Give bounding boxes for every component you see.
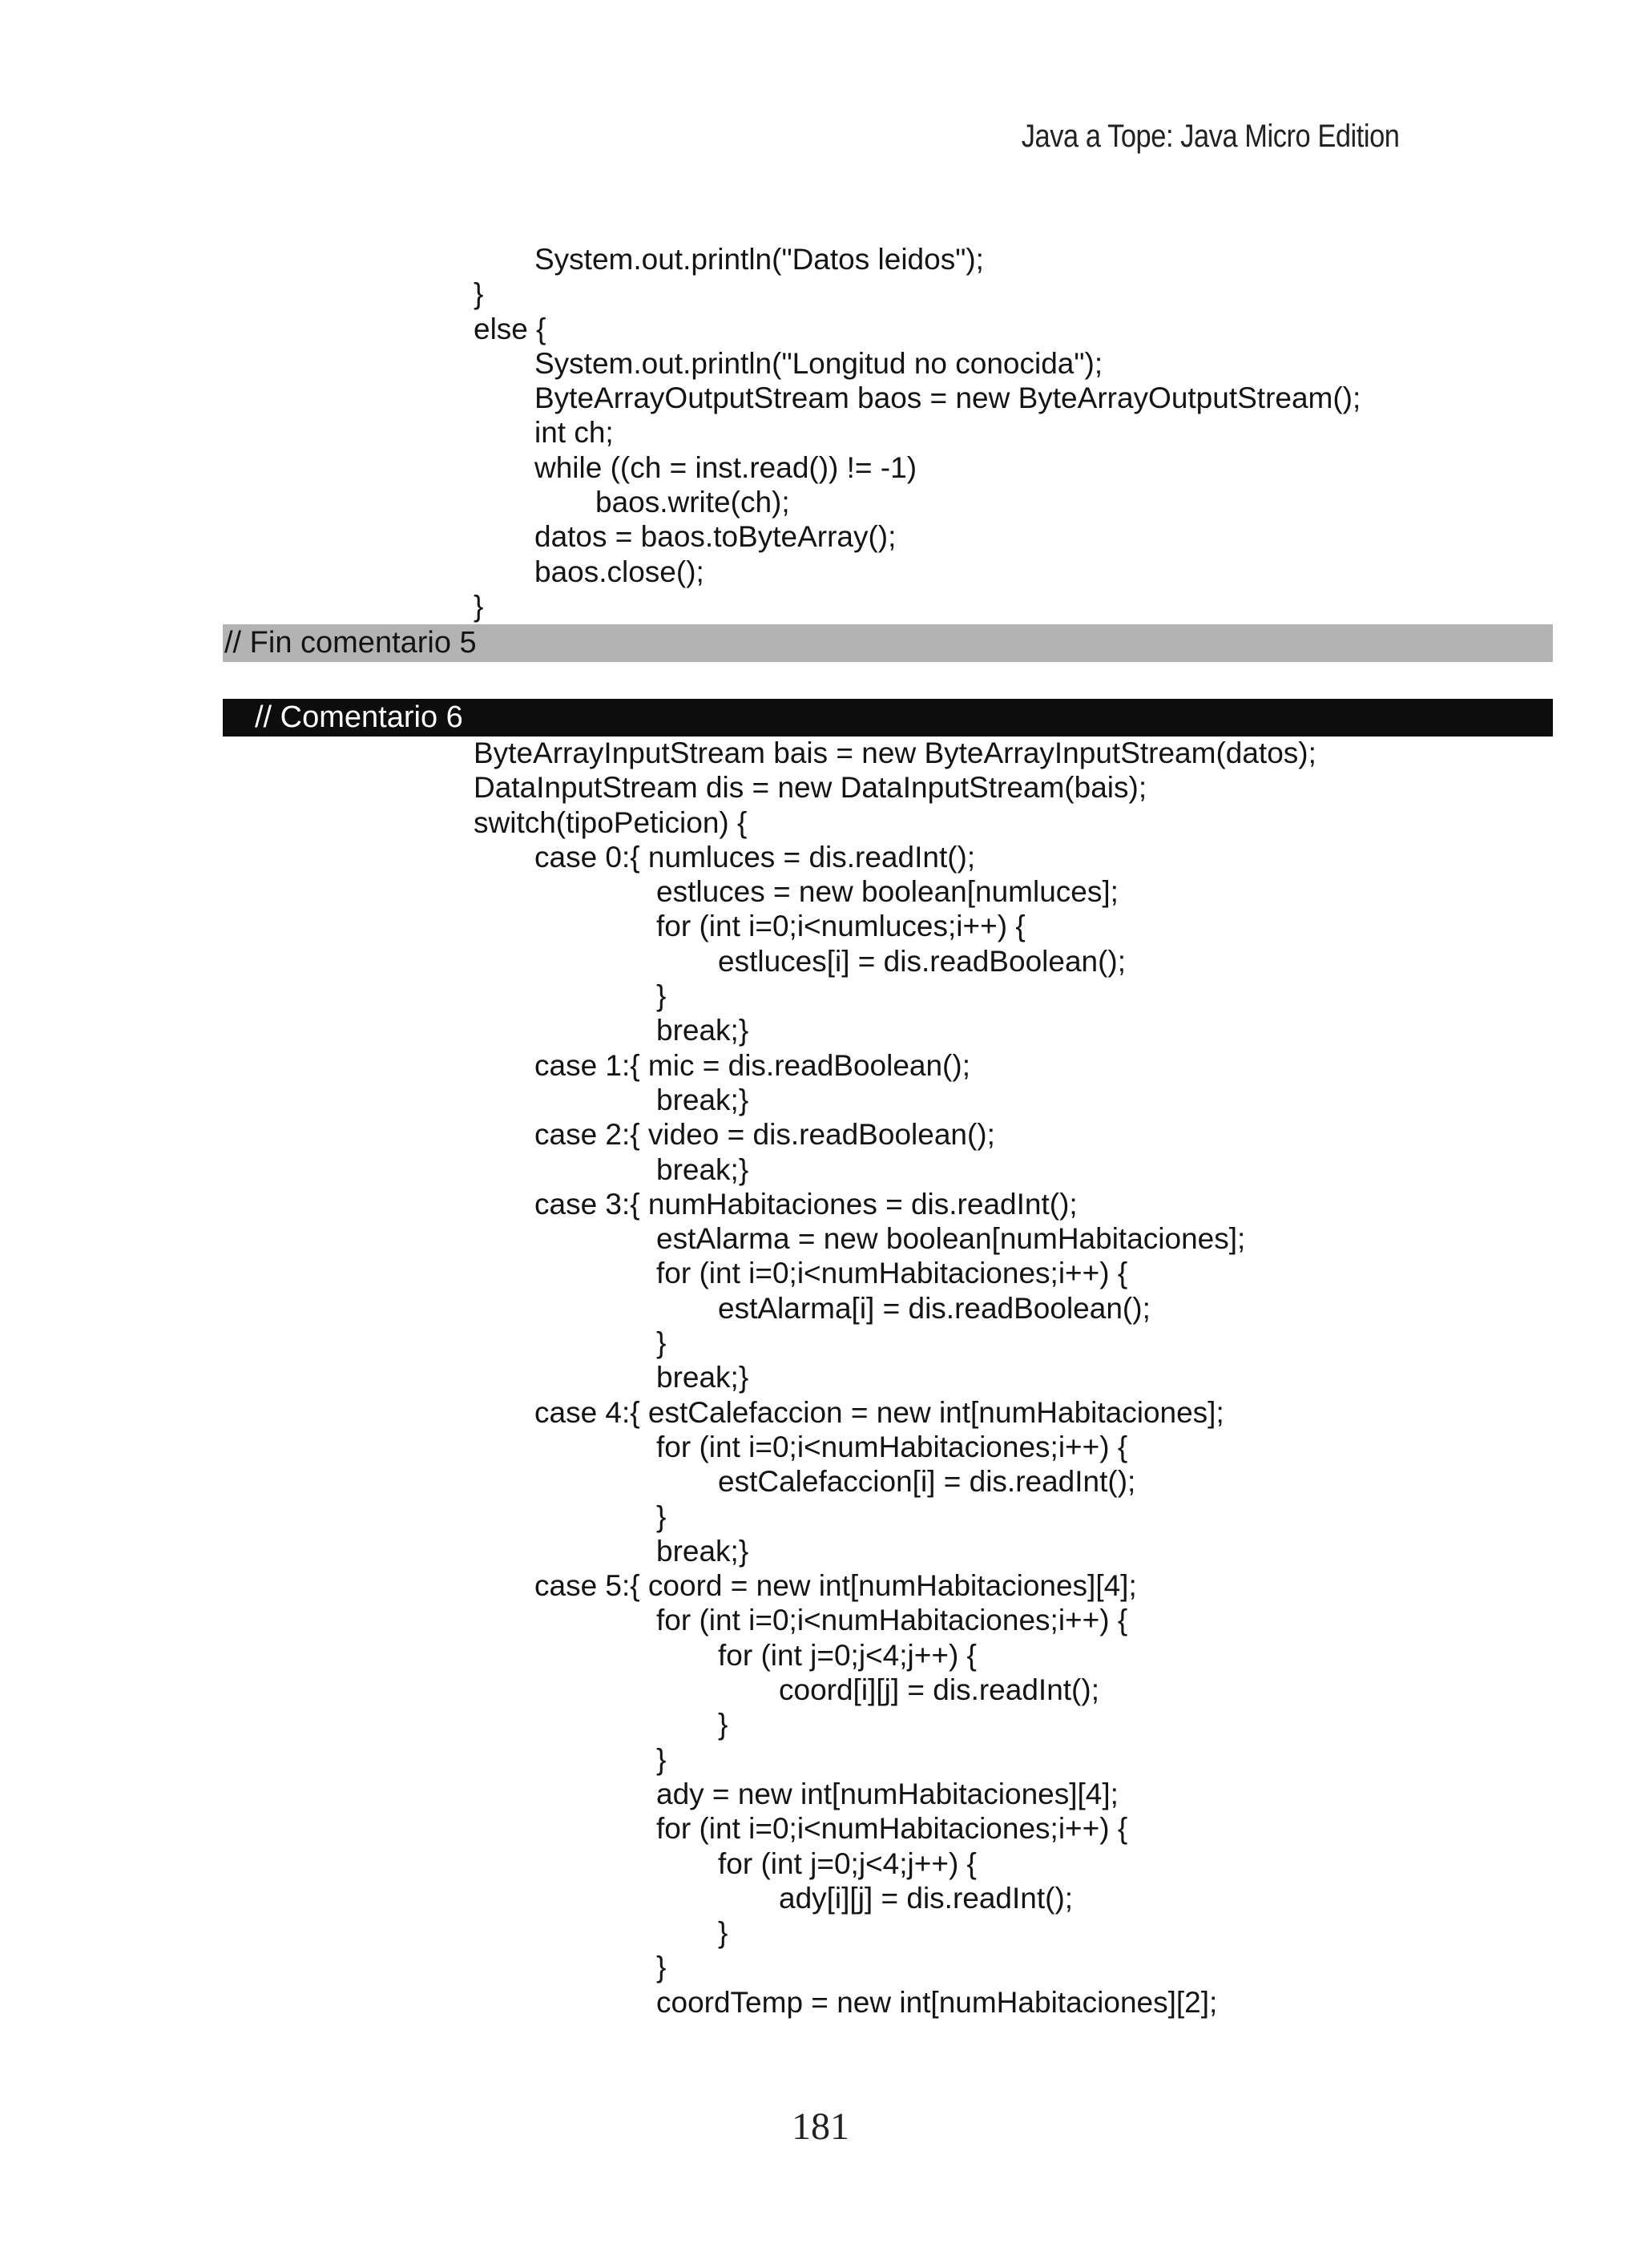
code-line: System.out.println("Longitud no conocida"); <box>534 346 1103 380</box>
code-line: } <box>656 1499 667 1533</box>
code-line: break;} <box>656 1083 749 1116</box>
code-line: for (int i=0;i<numHabitaciones;i++) { <box>656 1430 1128 1463</box>
code-line: for (int i=0;i<numHabitaciones;i++) { <box>656 1604 1128 1637</box>
code-line: case 4:{ estCalefaccion = new int[numHabitaciones]; <box>534 1395 1224 1429</box>
code-line: break;} <box>656 1534 749 1568</box>
code-line: } <box>718 1916 728 1950</box>
code-line: } <box>474 589 484 623</box>
code-line: for (int j=0;j<4;j++) { <box>718 1638 977 1672</box>
page-number: 181 <box>792 2105 849 2148</box>
code-line: } <box>474 277 484 311</box>
code-line: estluces[i] = dis.readBoolean(); <box>718 944 1127 978</box>
code-line: ady[i][j] = dis.readInt(); <box>779 1881 1074 1915</box>
code-line: coordTemp = new int[numHabitaciones][2]; <box>656 1985 1218 2019</box>
code-line: } <box>656 1951 667 1984</box>
code-line: case 1:{ mic = dis.readBoolean(); <box>534 1048 970 1082</box>
code-line: case 2:{ video = dis.readBoolean(); <box>534 1118 995 1152</box>
code-line: ByteArrayInputStream bais = new ByteArrayInputStream(datos); <box>474 736 1316 769</box>
code-line: } <box>718 1708 728 1741</box>
code-line: baos.write(ch); <box>595 486 790 519</box>
code-line: for (int j=0;j<4;j++) { <box>718 1846 977 1880</box>
comment-start-bar <box>223 699 1553 736</box>
code-line: int ch; <box>534 416 614 450</box>
code-line: break;} <box>656 1152 749 1186</box>
code-block-bottom <box>0 736 1641 2020</box>
code-line: switch(tipoPeticion) { <box>474 805 748 839</box>
code-line: estCalefaccion[i] = dis.readInt(); <box>718 1465 1136 1499</box>
code-line: } <box>656 1742 667 1776</box>
code-line: datos = baos.toByteArray(); <box>534 520 897 554</box>
code-line: estAlarma[i] = dis.readBoolean(); <box>718 1291 1151 1325</box>
code-line: DataInputStream dis = new DataInputStream(bais); <box>474 771 1147 805</box>
code-line: estluces = new boolean[numluces]; <box>656 875 1119 909</box>
code-line: coord[i][j] = dis.readInt(); <box>779 1673 1099 1707</box>
code-line: case 5:{ coord = new int[numHabitaciones][4]; <box>534 1569 1137 1603</box>
code-line: estAlarma = new boolean[numHabitaciones]; <box>656 1222 1246 1256</box>
comment-end-bar <box>223 624 1553 662</box>
code-line: } <box>656 979 667 1013</box>
code-line: break;} <box>656 1014 749 1047</box>
code-block-top <box>0 242 1641 623</box>
code-line: ByteArrayOutputStream baos = new ByteArrayOutputStream(); <box>534 381 1361 415</box>
code-line: for (int i=0;i<numHabitaciones;i++) { <box>656 1812 1128 1846</box>
code-line: } <box>656 1326 667 1360</box>
code-line: ady = new int[numHabitaciones][4]; <box>656 1777 1119 1810</box>
comment-start-label: // Comentario 6 <box>255 700 463 734</box>
code-line: break;} <box>656 1361 749 1394</box>
code-line: case 3:{ numHabitaciones = dis.readInt(); <box>534 1187 1078 1221</box>
code-line: for (int i=0;i<numluces;i++) { <box>656 910 1026 943</box>
code-line: for (int i=0;i<numHabitaciones;i++) { <box>656 1257 1128 1290</box>
code-line: case 0:{ numluces = dis.readInt(); <box>534 840 976 874</box>
code-line: baos.close(); <box>534 555 704 588</box>
code-line: while ((ch = inst.read()) != -1) <box>534 450 917 484</box>
running-header: Java a Tope: Java Micro Edition <box>1022 119 1400 154</box>
code-line: System.out.println("Datos leidos"); <box>534 243 984 276</box>
code-line: else { <box>474 312 546 345</box>
comment-end-label: // Fin comentario 5 <box>224 626 477 660</box>
